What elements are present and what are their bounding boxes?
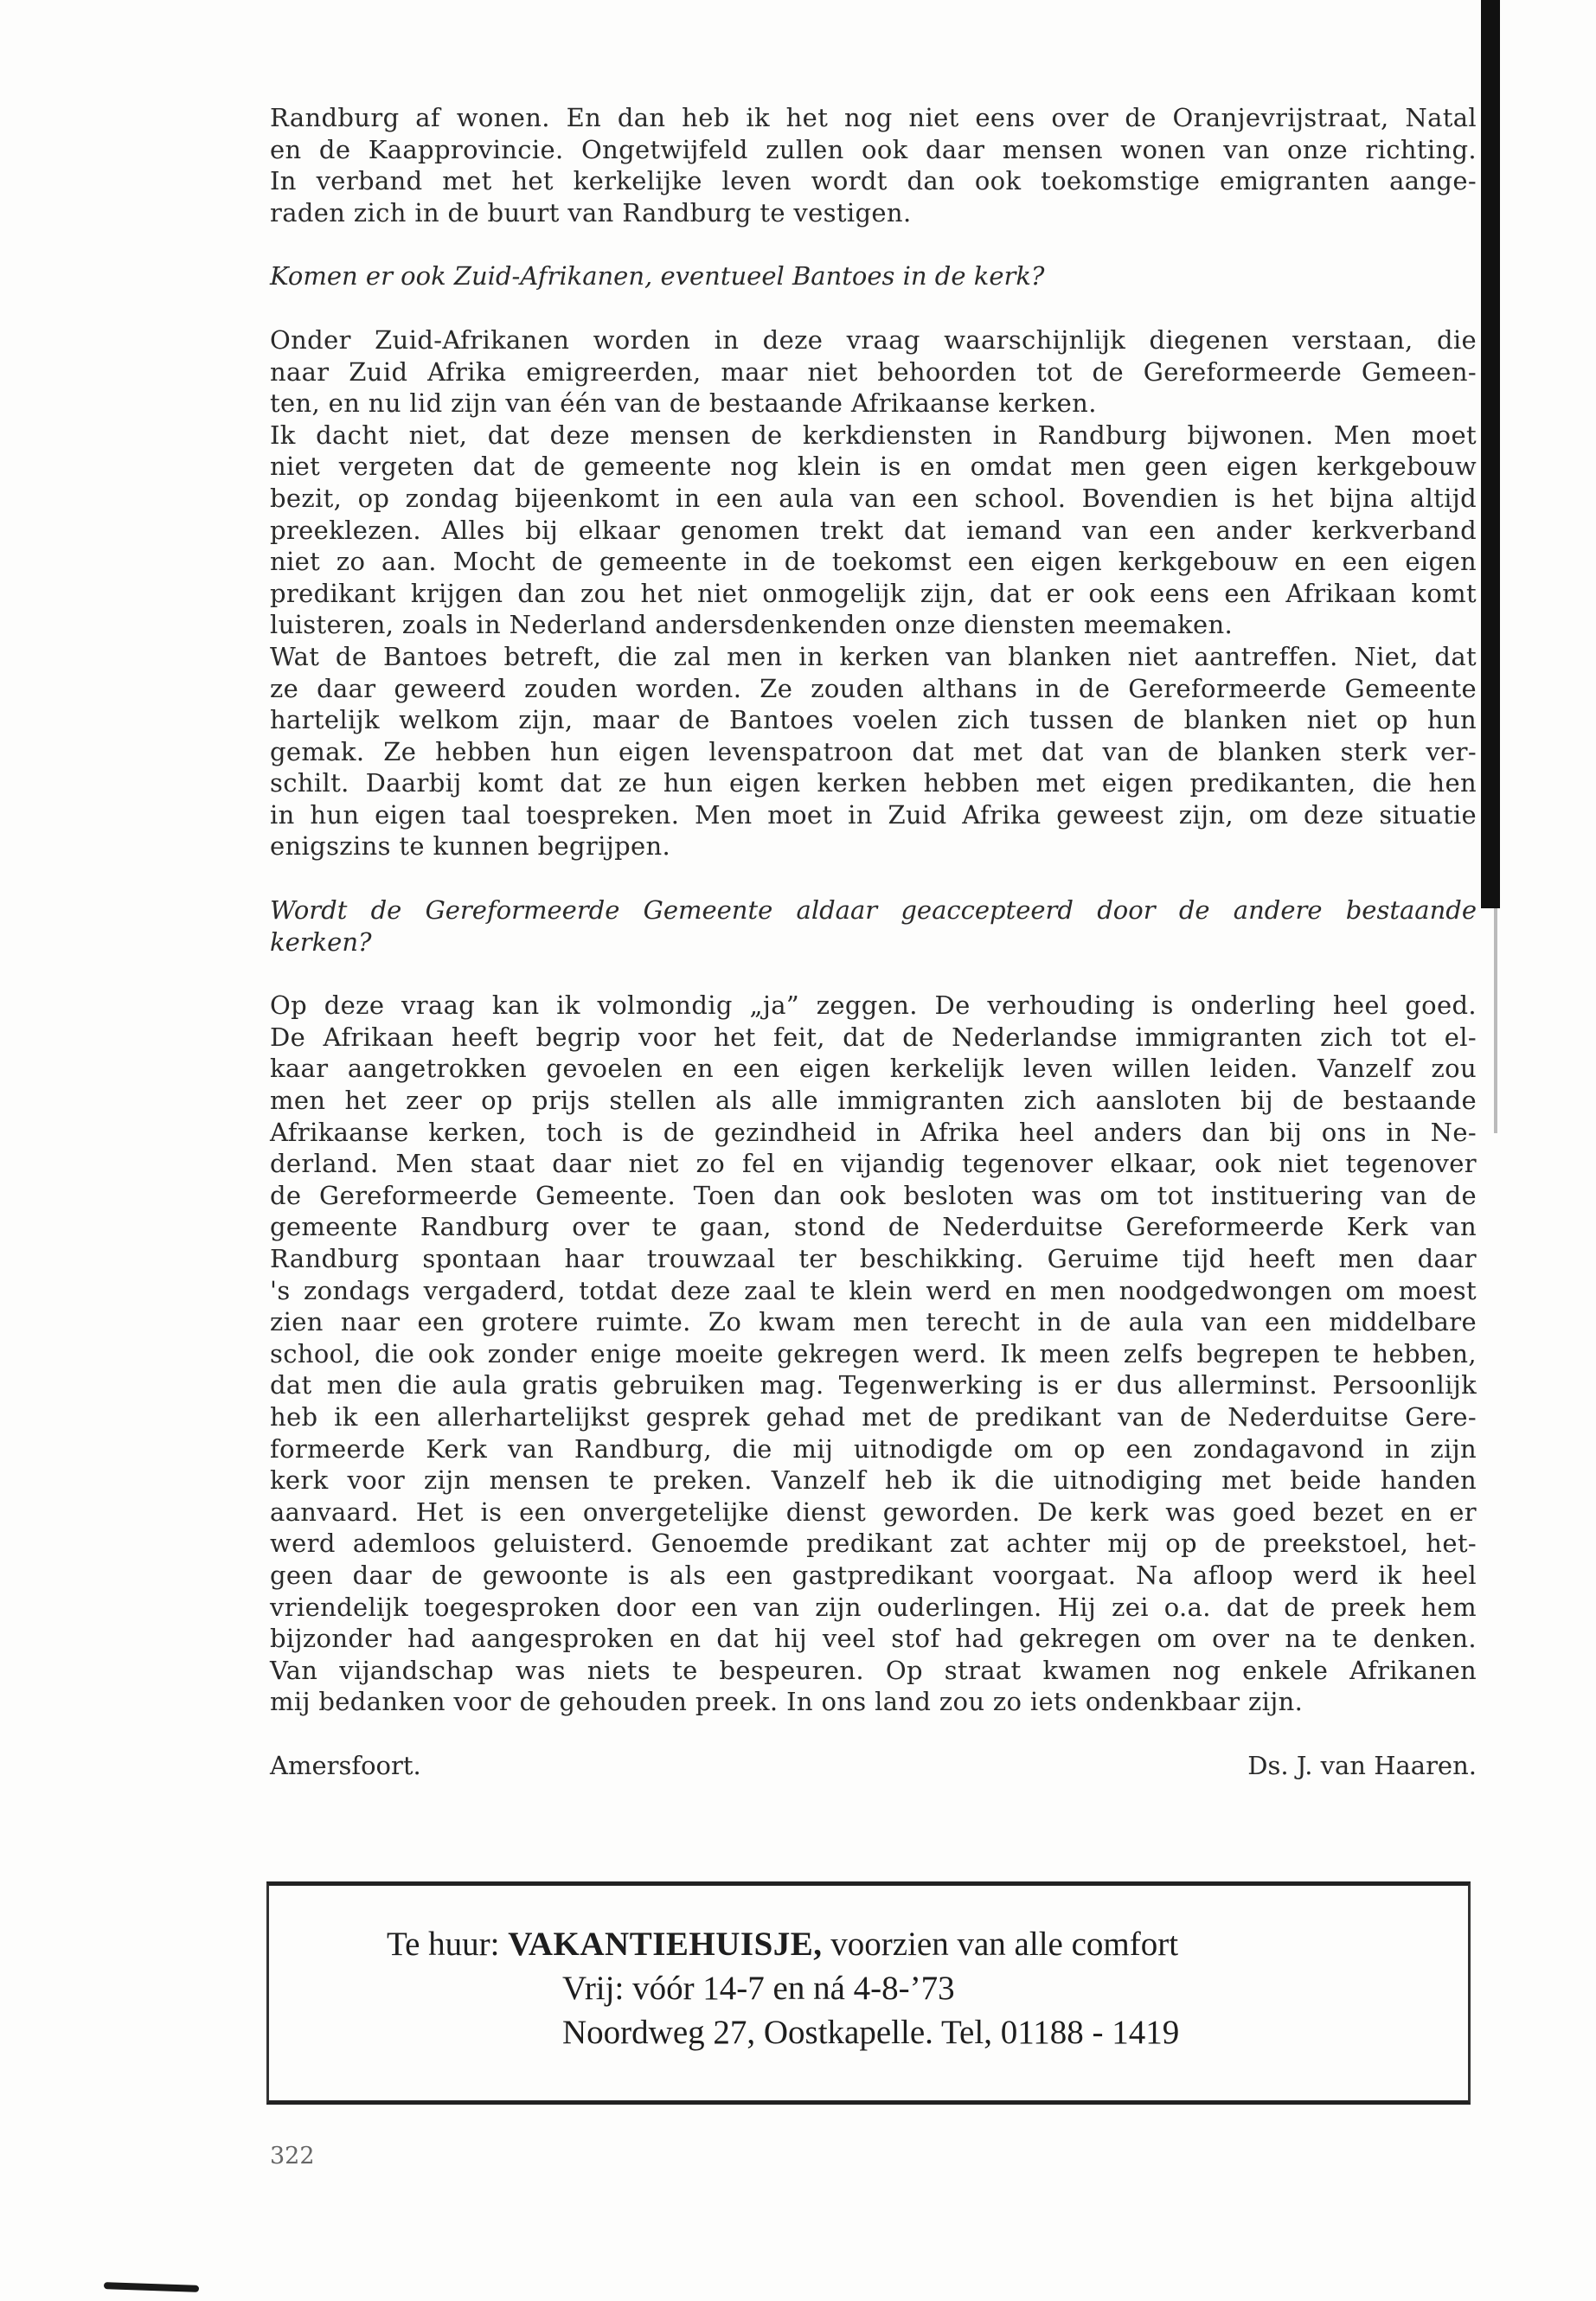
answer-paragraph-2 [270,990,1477,1718]
article-body [270,102,1477,1782]
text-line: dat men die aula gratis gebruiken mag. Tegenwerking is er dus allerminst. Persoonlijk [270,1370,1477,1400]
text-line: Van vijandschap was niets te bespeuren. Op straat kwamen nog enkele Afrikanen [270,1655,1477,1685]
text-line: en de Kaapprovincie. Ongetwijfeld zullen ook daar mensen wonen van onze richting. [270,134,1477,164]
text-line: hartelijk welkom zijn, maar de Bantoes voelen zich tussen de blanken niet op hun [270,705,1477,735]
text-line: Komen er ook Zuid-Afrikanen, eventueel Bantoes in de kerk? [270,261,1045,292]
place-of-writing: Amersfoort. [270,1750,421,1780]
text-line: Onder Zuid-Afrikanen worden in deze vraag waarschijnlijk diegenen verstaan, die [270,324,1477,355]
text-line: ten, en nu lid zijn van één van de bestaande Afrikaanse kerken. [270,388,1097,419]
text-line: Randburg spontaan haar trouwzaal ter beschikking. Geruime tijd heeft men daar [270,1244,1477,1273]
text-line: bijzonder had aangesproken en dat hij veel stof had gekregen om over na te denken. [270,1624,1477,1654]
text-line: niet vergeten dat de gemeente nog klein is en omdat men geen eigen kerkgebouw [270,452,1477,482]
text-line: Afrikaanse kerken, toch is de gezindheid in Afrika heel anders dan bij ons in Ne- [270,1117,1477,1147]
text-line: school, die ook zonder enige moeite gekregen werd. Ik meen zelfs begrepen te hebben, [270,1338,1477,1368]
author-signature: Ds. J. van Haaren. [1247,1750,1477,1780]
text-line: Randburg af wonen. En dan heb ik het nog niet eens over de Oranjevrijstraat, Natal [270,103,1477,132]
answer-paragraph-1c [270,641,1477,862]
text-line: ze daar geweerd zouden worden. Ze zouden althans in de Gereformeerde Gemeente [270,673,1477,703]
text-line: 's zondags vergaderd, totdat deze zaal te klein werd en men noodgedwongen om moest [270,1275,1477,1305]
text-line: kerken? [270,926,372,957]
ad-availability: Vrij: vóór 14-7 en ná 4-8-’73 [562,1970,955,2007]
spacer [270,1718,1477,1750]
ad-headline: VAKANTIEHUISJE, [508,1926,823,1963]
scan-smudge [104,2282,199,2292]
page-number: 322 [270,2143,315,2170]
text-line: Wat de Bantoes betreft, die zal men in kerken van blanken niet aantreffen. Niet, dat [270,641,1477,671]
ad-prefix: Te huur: [387,1926,500,1963]
text-line: preeklezen. Alles bij elkaar genomen trekt dat iemand van een ander kerkverband [270,515,1477,545]
answer-paragraph-1a [270,324,1477,420]
question-heading-1 [270,260,1477,292]
text-line: heb ik een allerhartelijkst gesprek gehad met de predikant van de Nederduitse Gere- [270,1401,1477,1432]
text-line: predikant krijgen dan zou het niet onmogelijk zijn, dat er ook eens een Afrikaan komt [270,578,1477,608]
text-line: kaar aangetrokken gevoelen en een eigen kerkelijk leven willen leiden. Vanzelf zou [270,1054,1477,1084]
text-line: in hun eigen taal toespreken. Men moet in Zuid Afrika geweest zijn, om deze situatie [270,799,1477,830]
text-line: derland. Men staat daar niet zo fel en vijandig tegenover elkaar, ook niet tegenover [270,1149,1477,1179]
question-heading-2 [270,894,1477,958]
text-line: bezit, op zondag bijeenkomt in een aula van een school. Bovendien is het bijna altijd [270,483,1477,513]
spacer [270,292,1477,324]
text-line: zien naar een grotere ruimte. Zo kwam men terecht in de aula van een middelbare [270,1307,1477,1337]
text-line: men het zeer op prijs stellen als alle immigranten zich aansloten bij de bestaande [270,1086,1477,1116]
advertisement-text [387,1922,1179,2054]
text-line: niet zo aan. Mocht de gemeente in de toekomst een eigen kerkgebouw en een eigen [270,547,1477,577]
text-line: geen daar de gewoonte is als een gastpredikant voorgaat. Na afloop werd ik heel [270,1560,1477,1590]
ad-headline-line [387,1922,1179,1966]
text-line: naar Zuid Afrika emigreerden, maar niet behoorden tot de Gereformeerde Gemeen- [270,356,1477,387]
text-line: schilt. Daarbij komt dat ze hun eigen kerken hebben met eigen predikanten, die hen [270,768,1477,798]
text-line: enigszins te kunnen begrijpen. [270,831,671,862]
ad-address: Noordweg 27, Oostkapelle. Tel, 01188 - 1419 [562,2014,1180,2051]
spacer [270,228,1477,260]
text-line: De Afrikaan heeft begrip voor het feit, dat de Nederlandse immigranten zich tot el- [270,1022,1477,1052]
text-line: kerk voor zijn mensen te preken. Vanzelf heb ik die uitnodiging met beide handen [270,1465,1477,1496]
advertisement-box [266,1881,1471,2105]
intro-paragraph [270,102,1477,228]
text-line: Wordt de Gereformeerde Gemeente aldaar geaccepteerd door de andere bestaande [270,895,1477,926]
text-line: In verband met het kerkelijke leven wordt dan ook toekomstige emigranten aange- [270,166,1477,196]
text-line: mij bedanken voor de gehouden preek. In ons land zou zo iets ondenkbaar zijn. [270,1687,1304,1717]
text-line: gemeente Randburg over te gaan, stond de Nederduitse Gereformeerde Kerk van [270,1212,1477,1242]
text-line: vriendelijk toegesproken door een van zijn ouderlingen. Hij zei o.a. dat de preek hem [270,1592,1477,1622]
text-line: aanvaard. Het is een onvergetelijke dienst geworden. De kerk was goed bezet en er [270,1497,1477,1527]
answer-paragraph-1b [270,420,1477,641]
signature-row [270,1750,1477,1782]
scan-edge-shadow [1481,0,1500,908]
text-line: luisteren, zoals in Nederland andersdenkenden onze diensten meemaken. [270,610,1234,640]
text-line: gemak. Ze hebben hun eigen levenspatroon dat met dat van de blanken sterk ver- [270,736,1477,766]
text-line: formeerde Kerk van Randburg, die mij uitnodigde om op een zondagavond in zijn [270,1433,1477,1464]
ad-headline-rest: voorzien van alle comfort [830,1926,1179,1963]
text-line: Op deze vraag kan ik volmondig „ja” zeggen. De verhouding is onderling heel goed. [270,990,1477,1021]
spacer [270,862,1477,894]
text-line: raden zich in de buurt van Randburg te vestigen. [270,197,912,228]
text-line: Ik dacht niet, dat deze mensen de kerkdiensten in Randburg bijwonen. Men moet [270,420,1477,450]
text-line: werd ademloos geluisterd. Genoemde predikant zat achter mij op de preekstoel, het- [270,1529,1477,1559]
spacer [270,958,1477,990]
scan-edge-line [1494,908,1497,1133]
text-line: de Gereformeerde Gemeente. Toen dan ook besloten was om tot instituering van de [270,1180,1477,1210]
